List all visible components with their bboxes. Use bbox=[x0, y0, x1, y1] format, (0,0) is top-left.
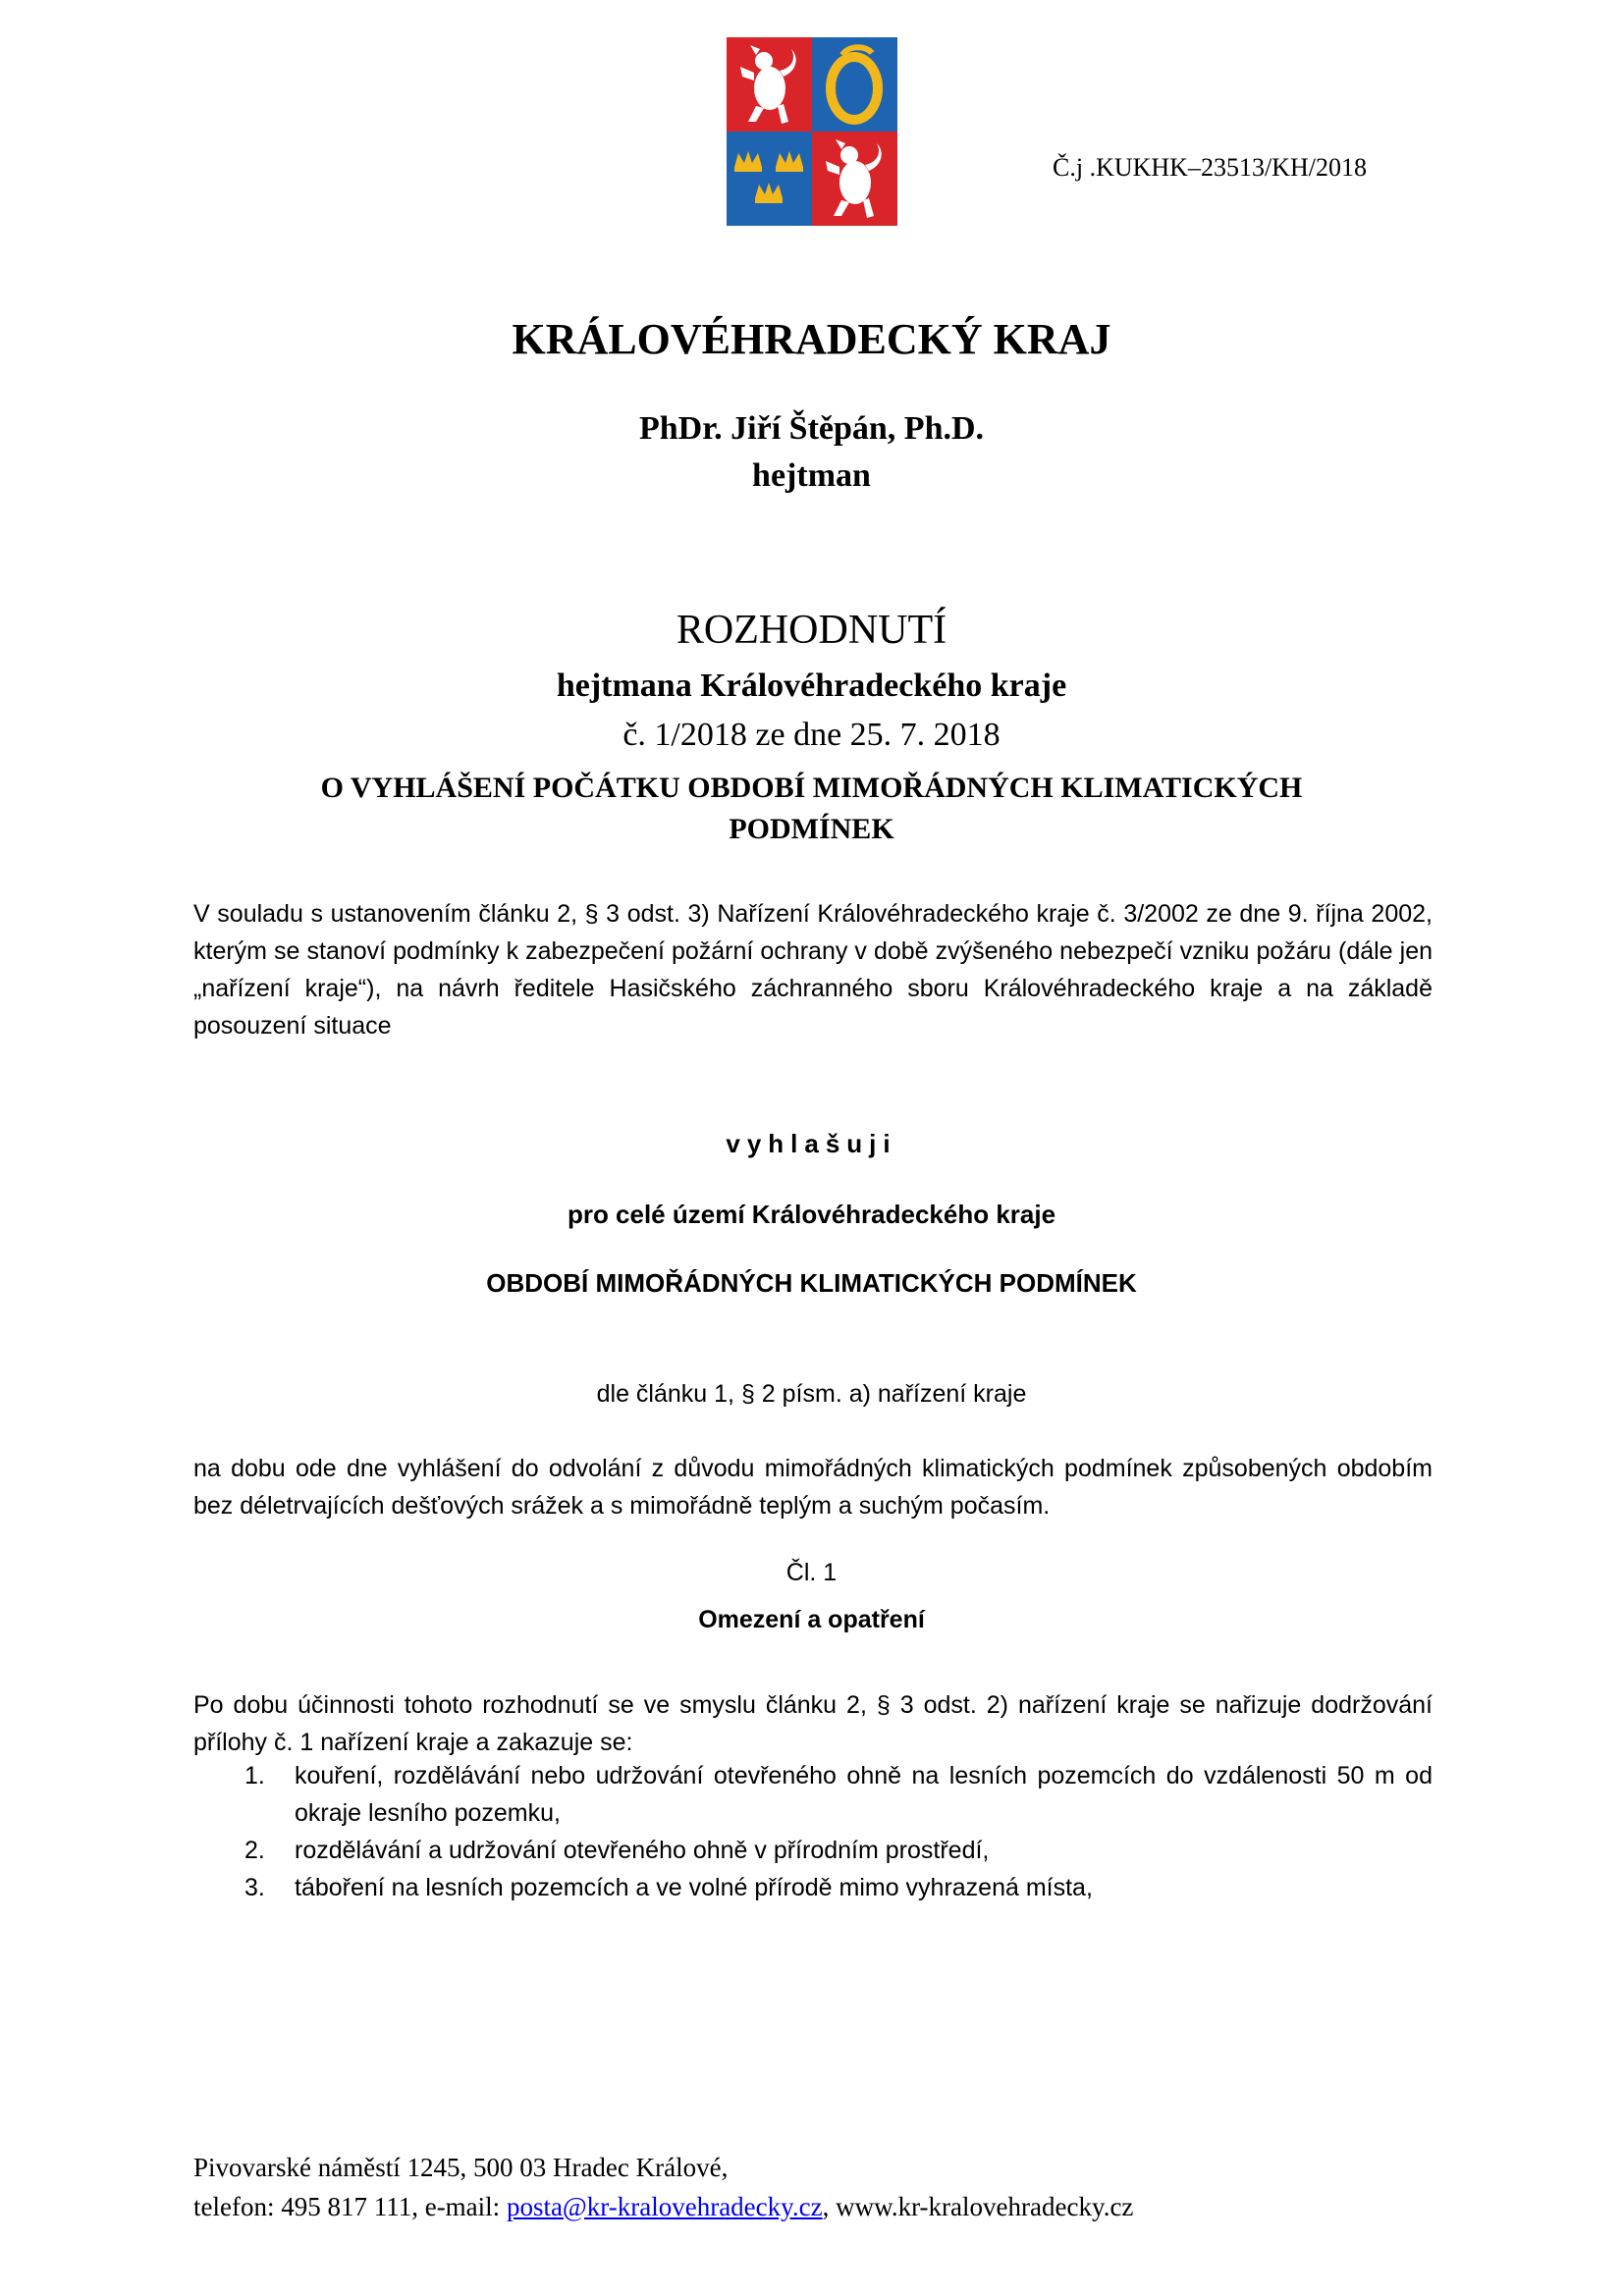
article-number: Čl. 1 bbox=[785, 1559, 838, 1586]
legal-basis: dle článku 1, § 2 písm. a) nařízení kraje bbox=[596, 1380, 1027, 1408]
footer-address: Pivovarské náměstí 1245, 500 03 Hradec Králové, bbox=[193, 2153, 729, 2182]
list-item-text: rozdělávání a udržování otevřeného ohně v přírodním prostředí, bbox=[295, 1837, 990, 1864]
list-item-number: 1. bbox=[244, 1762, 265, 1789]
person-name: PhDr. Jiří Štěpán, Ph.D. bbox=[638, 410, 985, 447]
scope-heading: pro celé území Královéhradeckého kraje bbox=[567, 1200, 1056, 1229]
list-item bbox=[193, 1757, 1433, 1832]
footer-contact bbox=[193, 2148, 1133, 2226]
footer-contact-line bbox=[193, 2187, 1133, 2226]
coat-of-arms-icon bbox=[727, 37, 897, 226]
email-link[interactable]: posta@kr-kralovehradecky.cz bbox=[506, 2192, 823, 2221]
authority-title: KRÁLOVÉHRADECKÝ KRAJ bbox=[512, 315, 1111, 363]
prohibitions-list bbox=[193, 1757, 1433, 1906]
list-item-text: táboření na lesních pozemcích a ve volné přírodě mimo vyhrazená místa, bbox=[295, 1874, 1093, 1901]
proclaim-heading: vyhlašuji bbox=[726, 1129, 897, 1158]
list-item-number: 3. bbox=[244, 1874, 265, 1901]
decision-title: ROZHODNUTÍ bbox=[676, 608, 947, 653]
decision-number-date: č. 1/2018 ze dne 25. 7. 2018 bbox=[622, 717, 1001, 753]
reference-number: Č.j .KUKHK–23513/KH/2018 bbox=[1053, 153, 1367, 182]
list-item bbox=[193, 1869, 1433, 1906]
list-item-text: kouření, rozdělávání nebo udržování otevřeného ohně na lesních pozemcích do vzdálenosti 50 m od okraje lesního pozemku, bbox=[295, 1762, 1433, 1827]
period-heading: OBDOBÍ MIMOŘÁDNÝCH KLIMATICKÝCH PODMÍNEK bbox=[486, 1268, 1137, 1298]
intro-paragraph: V souladu s ustanovením článku 2, § 3 odst. 3) Nařízení Královéhradeckého kraje č. 3/2002 ze dne 9. října 2002, kterým se stanoví podmínky k zabezpečení požární ochrany v době zvýšeného nebezpečí vzniku požáru (dále jen „nařízení kraje“), na návrh ředitele Hasičského záchranného sboru Královéhradeckého kraje a na základě posouzení situace bbox=[193, 900, 1433, 1040]
person-role: hejtman bbox=[752, 457, 871, 494]
decision-subtitle: hejtmana Královéhradeckého kraje bbox=[556, 667, 1067, 704]
list-item bbox=[193, 1832, 1433, 1869]
decision-subject: O VYHLÁŠENÍ POČÁTKU OBDOBÍ MIMOŘÁDNÝCH KLIMATICKÝCH PODMÍNEK bbox=[320, 772, 1303, 845]
footer-web: , www.kr-kralovehradecky.cz bbox=[822, 2192, 1134, 2221]
article-title: Omezení a opatření bbox=[698, 1606, 925, 1633]
footer-phone: telefon: 495 817 111, e-mail: bbox=[193, 2192, 507, 2221]
list-item-number: 2. bbox=[244, 1837, 265, 1864]
article-intro: Po dobu účinnosti tohoto rozhodnutí se ve smyslu článku 2, § 3 odst. 2) nařízení kraje se nařizuje dodržování přílohy č. 1 nařízení kraje a zakazuje se: bbox=[193, 1691, 1433, 1756]
duration-paragraph: na dobu ode dne vyhlášení do odvolání z důvodu mimořádných klimatických podmínek způsobených obdobím bez déletrvajících dešťových srážek a s mimořádně teplým a suchým počasím. bbox=[193, 1455, 1433, 1520]
